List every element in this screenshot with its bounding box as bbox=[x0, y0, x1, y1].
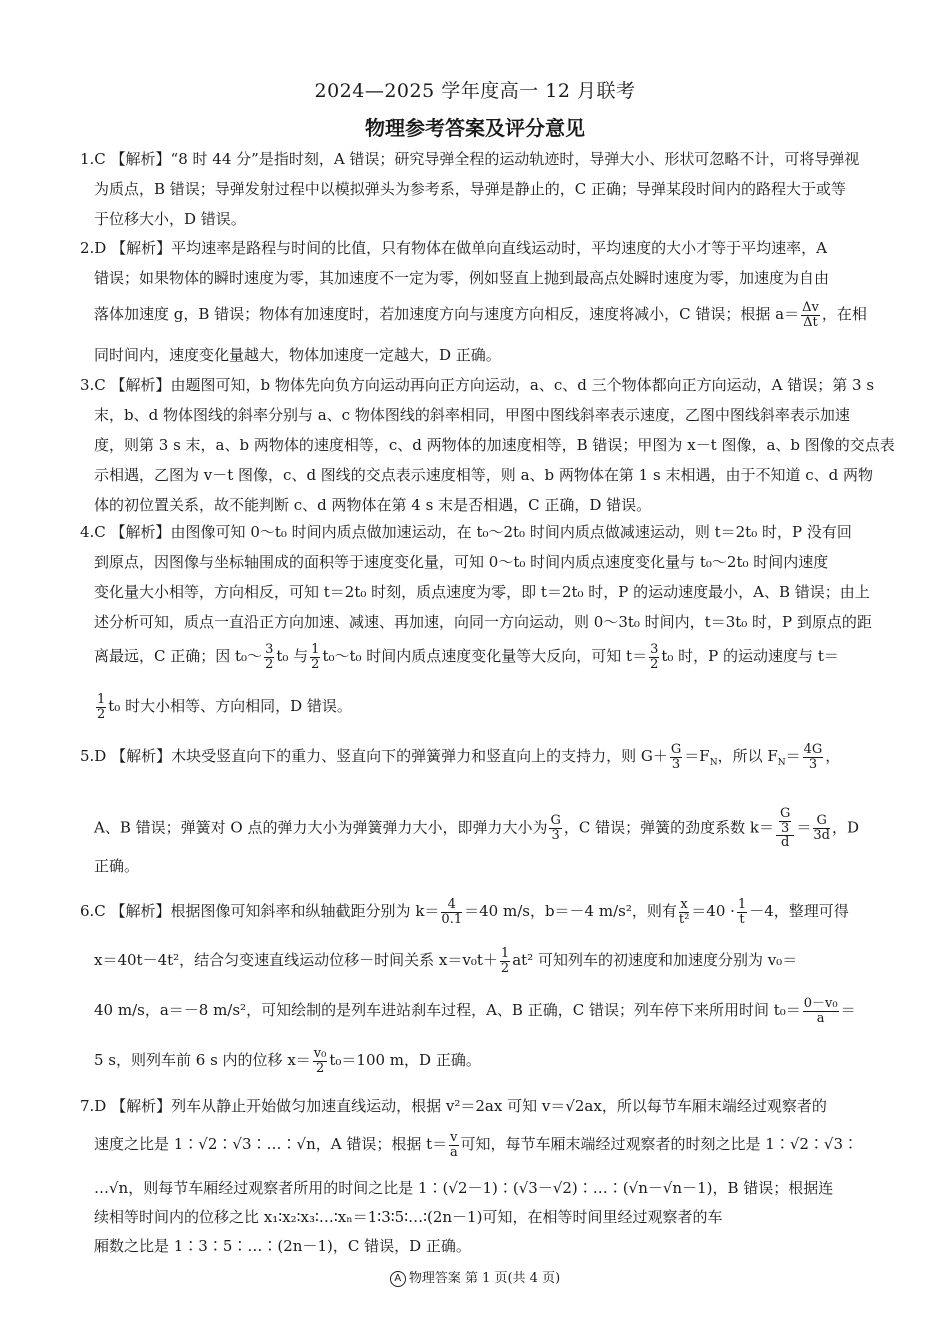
answer-4-line-2: 到原点，因图像与坐标轴围成的面积等于速度变化量，可知 0～t₀ 时间内质点速度变化量与 t₀～2t₀ 时间内速度 bbox=[94, 553, 829, 571]
answer-2-line-3 bbox=[94, 301, 867, 329]
answer-4-line-1: 4.C 【解析】由图像可知 0～t₀ 时间内质点做加速运动，在 t₀～2t₀ 时间内质点做减速运动，则 t＝2t₀ 时，P 没有回 bbox=[80, 523, 852, 541]
answer-2-text-a: 落体加速度 g，B 错误；物体有加速度时，若加速度方向与速度方向相反，速度将减小，C 错误；根据 a＝ bbox=[94, 305, 800, 324]
fraction-numerator: G bbox=[550, 813, 561, 829]
fraction-1-2 bbox=[310, 643, 320, 671]
fraction-numerator: 1 bbox=[97, 692, 106, 707]
answer-6-text-c: ＝40 · bbox=[691, 902, 735, 921]
fraction-numerator: 1 bbox=[737, 897, 747, 912]
fraction-numerator: x bbox=[680, 897, 688, 912]
fraction-numerator: v₀ bbox=[313, 1046, 327, 1061]
answer-1-line-1: 1.C 【解析】“8 时 44 分”是指时刻，A 错误；研究导弹全程的运动轨迹时，导弹大小、形状可忽略不计，可将导弹视 bbox=[80, 150, 860, 168]
answer-6-text-g: 40 m/s，a＝－8 m/s²，可知绘制的是列车进站刹车过程，A、B 正确，C 错误；列车停下来所用时间 t₀＝ bbox=[94, 1001, 801, 1020]
fraction-v-a bbox=[449, 1131, 458, 1159]
answer-5-text-f: ，C 错误；弹簧的劲度系数 k＝ bbox=[563, 818, 774, 837]
answer-7-line-5: 厢数之比是 1∶3∶5∶…∶(2n－1)，C 错误，D 正确。 bbox=[94, 1237, 471, 1255]
fraction-denominator: 2 bbox=[311, 656, 320, 672]
answer-6-text-d: －4，整理可得 bbox=[749, 902, 849, 921]
page-footer bbox=[0, 1267, 950, 1287]
subscript-n: N bbox=[709, 758, 718, 769]
fraction-numerator bbox=[776, 807, 794, 836]
answer-3-line-2: 末，b、d 物体图线的斜率分别与 a、c 物体图线的斜率相同，甲图中图线斜率表示速度，乙图中图线斜率表示加速 bbox=[94, 406, 850, 424]
fraction-denominator: d bbox=[781, 835, 790, 851]
answer-6-line-4 bbox=[94, 1047, 481, 1075]
answer-5-line-2 bbox=[94, 807, 859, 850]
answer-1-line-3: 于位移大小，D 错误。 bbox=[94, 210, 246, 228]
answer-4-text-b: t₀ 与 bbox=[276, 647, 309, 666]
answer-3-line-3: 度，则第 3 s 末，a、b 两物体的速度相等，c、d 两物体的加速度相等，B 错误；甲图为 x－t 图像，a、b 图像的交点表 bbox=[94, 436, 895, 454]
answer-6-line-1 bbox=[80, 898, 849, 926]
answer-4-text-e: t₀ 时大小相等、方向相同，D 错误。 bbox=[108, 697, 352, 716]
answer-3-line-1: 3.C 【解析】由题图可知，b 物体先向负方向运动再向正方向运动，a、c、d 三个物体都向正方向运动，A 错误；第 3 s bbox=[80, 376, 875, 394]
answer-6-line-2 bbox=[94, 947, 797, 975]
answer-2-text-b: ，在相 bbox=[821, 305, 867, 324]
answer-4-line-5 bbox=[94, 643, 839, 671]
fraction-dv-dt bbox=[801, 301, 820, 329]
fraction-numerator: 4 bbox=[441, 898, 462, 913]
fraction-v0-2 bbox=[313, 1047, 328, 1075]
fraction-numerator: 4G bbox=[803, 742, 823, 757]
fraction-4g-3 bbox=[803, 743, 824, 771]
answer-5-text-b: ＝F bbox=[684, 747, 710, 766]
answer-2-line-2: 错误；如果物体的瞬时速度为零，其加速度不一定为零，例如竖直上抛到最高点处瞬时速度为零，加速度为自由 bbox=[94, 269, 830, 287]
fraction-1-t bbox=[737, 898, 747, 926]
answer-6-text-e: x＝40t－4t²，结合匀变速直线运动位移－时间关系 x＝v₀t＋ bbox=[94, 951, 498, 970]
answer-2-line-4: 同时间内，速度变化量越大，物体加速度一定越大，D 正确。 bbox=[94, 346, 501, 364]
answer-1-line-2: 为质点，B 错误；导弹发射过程中以模拟弹头为参考系，导弹是静止的，C 正确；导弹某段时间内的路程大于或等 bbox=[94, 180, 847, 198]
fraction-numerator: 0－v₀ bbox=[803, 996, 838, 1011]
answer-7-line-3: …√n，则每节车厢经过观察者所用的时间之比是 1∶(√2－1)∶(√3－√2)∶…∶(√n－√n－1)，B 错误；根据连 bbox=[94, 1179, 834, 1197]
fraction-g-3-b bbox=[549, 814, 561, 842]
fraction-denominator: t² bbox=[678, 911, 690, 927]
fraction-1-2 bbox=[500, 947, 510, 975]
fraction-denominator: Δt bbox=[803, 314, 818, 330]
fraction-numerator: 1 bbox=[311, 642, 320, 657]
answer-6-text-b: ＝40 m/s，b＝－4 m/s²，则有 bbox=[464, 902, 677, 921]
version-a-badge: A bbox=[390, 1271, 406, 1287]
fraction-numerator: v bbox=[450, 1130, 458, 1145]
fraction-numerator: 3 bbox=[265, 642, 274, 657]
answer-7-line-1: 7.D 【解析】列车从静止开始做匀加速直线运动，根据 v²＝2ax 可知 v＝√2ax，所以每节车厢末端经过观察者的 bbox=[80, 1097, 827, 1115]
fraction-numerator: G bbox=[670, 742, 682, 757]
answer-5-text-c: ，所以 F bbox=[717, 747, 778, 766]
answer-7-text-b: 可知，每节车厢末端经过观察者的时刻之比是 1∶√2∶√3∶ bbox=[460, 1135, 859, 1154]
answer-4-text-c: t₀～t₀ 时间内质点速度变化量等大反向，可知 t＝ bbox=[322, 647, 648, 666]
answer-6-line-3 bbox=[94, 997, 856, 1025]
answer-6-text-a: 6.C 【解析】根据图像可知斜率和纵轴截距分别为 k＝ bbox=[80, 902, 440, 921]
answer-5-text-g: ＝ bbox=[796, 818, 812, 837]
answer-5-text-e: A、B 错误；弹簧对 O 点的弹力大小为弹簧弹力大小，即弹力大小为 bbox=[94, 818, 548, 837]
fraction-3-2-b bbox=[649, 643, 659, 671]
answer-5-text-a: 5.D 【解析】木块受竖直向下的重力、竖直向下的弹簧弹力和竖直向上的支持力，则 G＋ bbox=[80, 747, 668, 766]
answer-4-line-6 bbox=[94, 693, 352, 721]
page-subtitle: 物理参考答案及评分意见 bbox=[365, 116, 585, 140]
answer-6-text-f: at² 可知列车的初速度和加速度分别为 v₀＝ bbox=[512, 951, 798, 970]
answer-4-line-4: 述分析可知，质点一直沿正方向加速、减速、再加速，向同一方向运动，则 0～3t₀ 时间内，t＝3t₀ 时，P 到原点的距 bbox=[94, 613, 872, 631]
fraction-4-01 bbox=[441, 898, 462, 926]
fraction-denominator: 3 bbox=[808, 756, 818, 772]
fraction-g-3 bbox=[670, 743, 682, 771]
answer-2-line-1: 2.D 【解析】平均速率是路程与时间的比值，只有物体在做单向直线运动时，平均速度的大小才等于平均速率，A bbox=[80, 239, 827, 257]
fraction-denominator: 3d bbox=[813, 827, 830, 843]
fraction-denominator: 0.1 bbox=[441, 911, 463, 927]
fraction-numerator: 3 bbox=[650, 642, 659, 657]
answer-4-text-d: t₀ 时，P 的运动速度与 t＝ bbox=[661, 647, 839, 666]
answer-7-line-4: 续相等时间内的位移之比 x₁∶x₂∶x₃∶…∶xₙ＝1∶3∶5∶…∶(2n－1)可知，在相等时间里经过观察者的车 bbox=[94, 1208, 723, 1226]
fraction-denominator: 2 bbox=[97, 706, 106, 722]
fraction-denominator: 3 bbox=[671, 756, 681, 772]
fraction-3-2 bbox=[264, 643, 274, 671]
fraction-denominator: 2 bbox=[500, 960, 510, 976]
fraction-denominator: t bbox=[739, 911, 745, 927]
answer-5-text-d: ＝ bbox=[785, 747, 801, 766]
answer-5-line-1: 5.D 【解析】木块受竖直向下的重力、竖直向下的弹簧弹力和竖直向上的支持力，则 G＋ $\frac{G}{3}$ $=F_N$，所以 $F_N=$ $\frac{4G}{3}$ ， bbox=[80, 742, 841, 772]
answer-7-text-a: 速度之比是 1∶√2∶√3∶…∶√n，A 错误；根据 t＝ bbox=[94, 1135, 448, 1154]
fraction-g-3-inner bbox=[779, 807, 791, 835]
answer-6-text-j: t₀＝100 m，D 正确。 bbox=[329, 1051, 481, 1070]
fraction-1-2-b bbox=[96, 693, 106, 721]
answer-5-line-3: 正确。 bbox=[94, 857, 140, 875]
fraction-denominator: 3 bbox=[781, 820, 790, 836]
fraction-compound bbox=[776, 807, 794, 850]
subscript-n: N bbox=[777, 758, 786, 769]
answer-5-text-h: ，D bbox=[831, 818, 859, 837]
fraction-denominator: 3 bbox=[551, 827, 560, 843]
answer-4-text-a: 离最远，C 正确；因 t₀～ bbox=[94, 647, 263, 666]
answer-7-line-2 bbox=[94, 1131, 858, 1159]
fraction-numerator: 1 bbox=[500, 946, 510, 961]
page-title: 2024—2025 学年度高一 12 月联考 bbox=[314, 80, 636, 102]
fraction-denominator: a bbox=[449, 1144, 458, 1160]
fraction-numerator: G bbox=[813, 814, 830, 829]
fraction-denominator: 2 bbox=[265, 656, 274, 672]
fraction-numerator: G bbox=[779, 806, 791, 821]
answer-6-text-h: ＝ bbox=[840, 1001, 856, 1020]
fraction-denominator: 2 bbox=[315, 1060, 325, 1076]
fraction-g-3d bbox=[813, 814, 830, 842]
fraction-denominator: 2 bbox=[650, 656, 659, 672]
fraction-numerator: Δv bbox=[802, 300, 819, 315]
answer-3-line-5: 体的初位置关系，故不能判断 c、d 两物体在第 4 s 末是否相遇，C 正确，D 错误。 bbox=[94, 496, 652, 514]
fraction-x-t2 bbox=[679, 898, 689, 926]
answer-3-line-4: 示相遇，乙图为 v－t 图像，c、d 图线的交点表示速度相等，则 a、b 两物体在第 1 s 末相遇，由于不知道 c、d 两物 bbox=[94, 466, 873, 484]
answer-4-line-3: 变化量大小相等，方向相反，可知 t＝2t₀ 时刻，质点速度为零，即 t＝2t₀ 时，P 的运动速度最小，A、B 错误；由上 bbox=[94, 583, 870, 601]
fraction-denominator: a bbox=[816, 1010, 825, 1026]
answer-6-text-i: 5 s，则列车前 6 s 内的位移 x＝ bbox=[94, 1051, 311, 1070]
fraction-0v0-a bbox=[803, 997, 839, 1025]
page-number-label: 物理答案 第 1 页(共 4 页) bbox=[408, 1271, 561, 1286]
